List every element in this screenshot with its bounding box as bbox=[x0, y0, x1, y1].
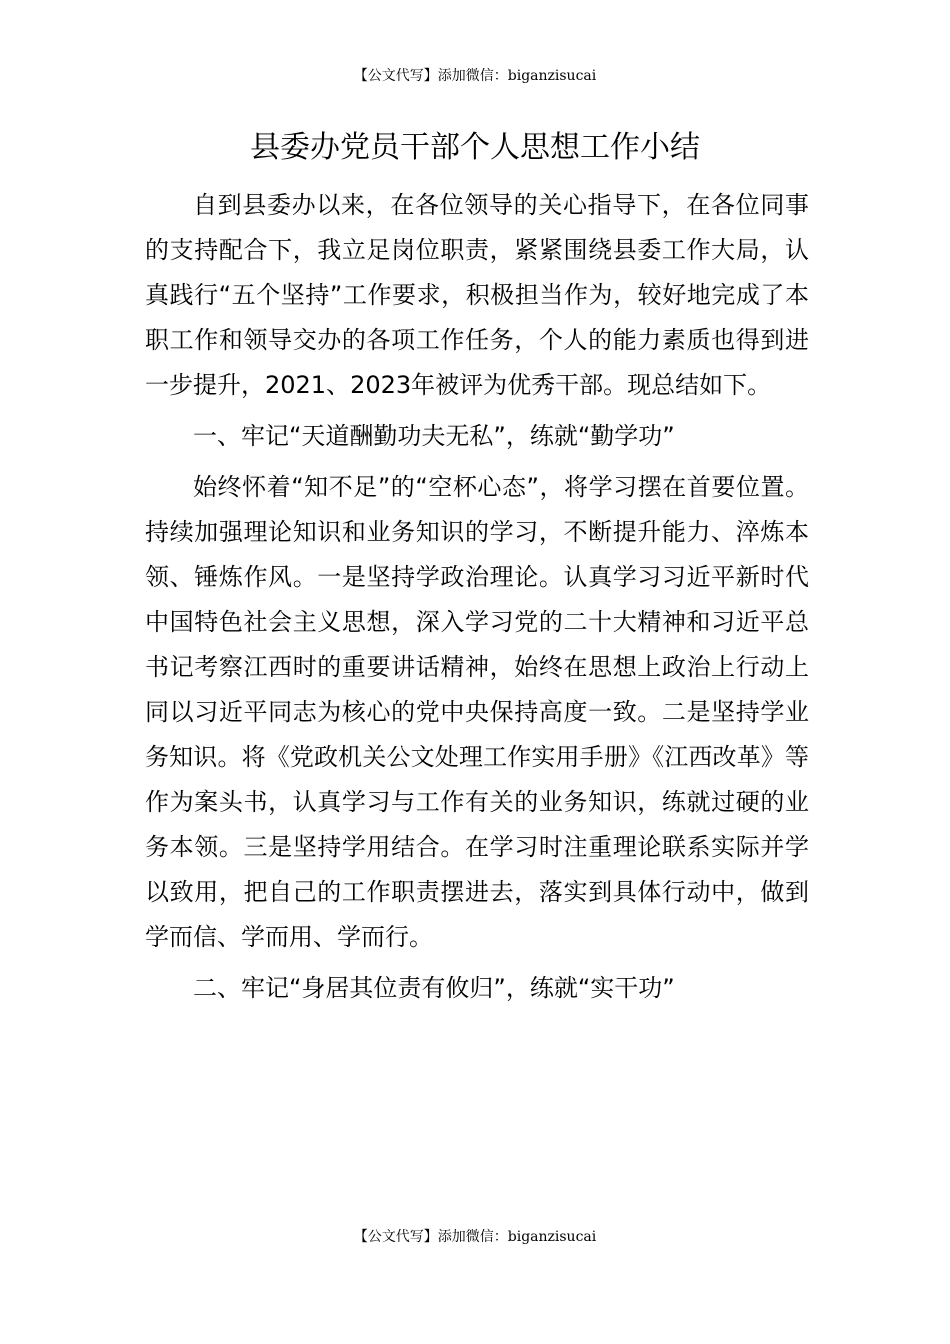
document-body bbox=[145, 183, 809, 1017]
section-1-heading: 一、牢记“天道酬勤功夫无私”，练就“勤学功” bbox=[193, 422, 675, 450]
intro-paragraph: 自到县委办以来，在各位领导的关心指导下，在各位同事的支持配合下，我立足岗位职责，紧紧围绕县委工作大局，认真践行“五个坚持”工作要求，积极担当作为，较好地完成了本职工作和领导交办的各项工作任务，个人的能力素质也得到进一步提升，2021、2023年被评为优秀干部。现总结如下。 bbox=[145, 191, 809, 399]
footer-watermark-note: 【公文代写】添加微信：biganzisucai bbox=[353, 1229, 597, 1245]
section-2-heading: 二、牢记“身居其位责有攸归”，练就“实干功” bbox=[193, 974, 675, 1002]
header-watermark-note: 【公文代写】添加微信：biganzisucai bbox=[353, 68, 597, 84]
section-1-paragraph: 始终怀着“知不足”的“空杯心态”，将学习摆在首要位置。持续加强理论知识和业务知识的学习，不断提升能力、淬炼本领、锤炼作风。一是坚持学政治理论。认真学习习近平新时代中国特色社会主义思想，深入学习党的二十大精神和习近平总书记考察江西时的重要讲话精神，始终在思想上政治上行动上同以习近平同志为核心的党中央保持高度一致。二是坚持学业务知识。将《党政机关公文处理工作实用手册》《江西改革》等作为案头书，认真学习与工作有关的业务知识，练就过硬的业务本领。三是坚持学用结合。在学习时注重理论联系实际并学以致用，把自己的工作职责摆进去，落实到具体行动中，做到学而信、学而用、学而行。 bbox=[145, 473, 809, 951]
document-title: 县委办党员干部个人思想工作小结 bbox=[250, 130, 700, 165]
